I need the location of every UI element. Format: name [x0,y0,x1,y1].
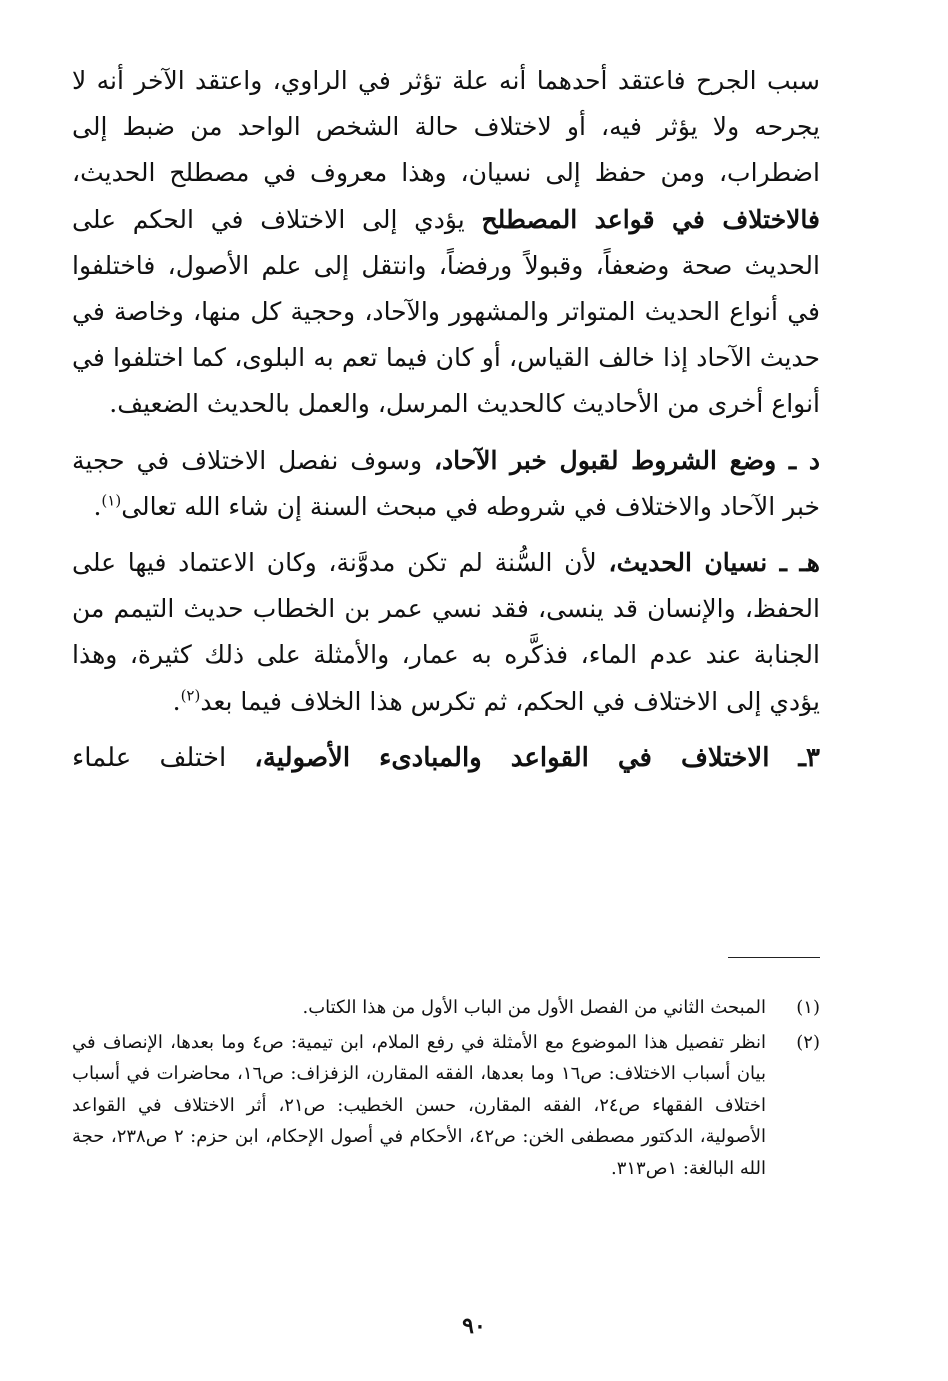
footnote-ref-2[interactable]: (٢) [180,686,201,705]
main-text [72,58,820,781]
item-h-heading: هـ ـ نسيان الحديث، [608,548,820,578]
page-number: ٩٠ [462,1313,486,1339]
item-h [72,540,820,725]
footnote-2-number: (٢) [796,1031,820,1053]
footnote-1-text: المبحث الثاني من الفصل الأول من الباب الأول من هذا الكتاب. [302,997,766,1018]
footnote-1-number: (١) [796,997,820,1018]
footnote-ref-1[interactable]: (١) [101,491,122,510]
item-d-end: . [93,491,102,521]
section-3-heading [72,735,820,781]
paragraph-1-emphasis: فالاختلاف في قواعد المصطلح [481,204,820,234]
paragraph-1-rest: يؤدي إلى الاختلاف في الحكم على الحديث صحة وضعفاً، وقبولاً ورفضاً، وانتقل إلى علم الأصول، فاختلفوا في أنواع الحديث المتواتر والمشهور والآحاد، وحجية كل منها، وخاصة في حديث الآحاد إذا خالف القياس، أو كان فيما تعم به البلوى، كما اختلفوا في أنواع أخرى من الأحاديث كالحديث المرسل، والعمل بالحديث الضعيف. [72,204,820,419]
item-h-end: . [172,686,181,716]
item-d-heading: د ـ وضع الشروط لقبول خبر الآحاد، [433,445,820,475]
footnote-divider [728,957,820,958]
section-3-text: اختلف علماء [72,742,227,773]
footnotes [72,992,820,1184]
item-d-text: وسوف نفصل الاختلاف في حجية خبر الآحاد والاختلاف في شروطه في مبحث السنة إن شاء الله تعالى [72,445,820,521]
item-h-text: لأن السُّنة لم تكن مدوَّنة، وكان الاعتماد فيها على الحفظ، والإنسان قد ينسى، فقد نسي عمر بن الخطاب حديث التيمم من الجنابة عند عدم الماء، فذكَّره به عمار، والأمثلة على ذلك كثيرة، وهذا يؤدي إلى الاختلاف في الحكم، ثم تكرس هذا الخلاف فيما بعد [72,548,820,716]
paragraph-jarh [72,58,820,428]
section-3-title: ٣ـ الاختلاف في القواعد والمبادىء الأصولية، [254,742,821,773]
footnote-1 [72,992,820,1024]
footnote-2-text: انظر تفصيل هذا الموضوع مع الأمثلة في رفع الملام، ابن تيمية: ص٤ وما بعدها، الإنصاف في بيان أسباب الاختلاف: ص١٦ وما بعدها، الفقه المقارن، الزفزاف: ص١٦، محاضرات في أسباب اختلاف الفقهاء ص٢٤، الفقه المقارن، حسن الخطيب: ص٢١، أثر الاختلاف في القواعد الأصولية، الدكتور مصطفى الخن: ص٤٢، الأحكام في أصول الإحكام، ابن حزم: ٢ ص٢٣٨، حجة الله البالغة: ١ص٣١٣. [72,1031,767,1179]
item-d [72,438,820,530]
paragraph-1-text: سبب الجرح فاعتقد أحدهما أنه علة تؤثر في الراوي، واعتقد الآخر أنه لا يجرحه ولا يؤثر فيه، أو لاختلاف حالة الشخص الواحد من ضبط إلى اضطراب، ومن حفظ إلى نسيان، وهذا معروف في مصطلح الحديث، [72,66,820,188]
footnote-2 [72,1027,820,1185]
